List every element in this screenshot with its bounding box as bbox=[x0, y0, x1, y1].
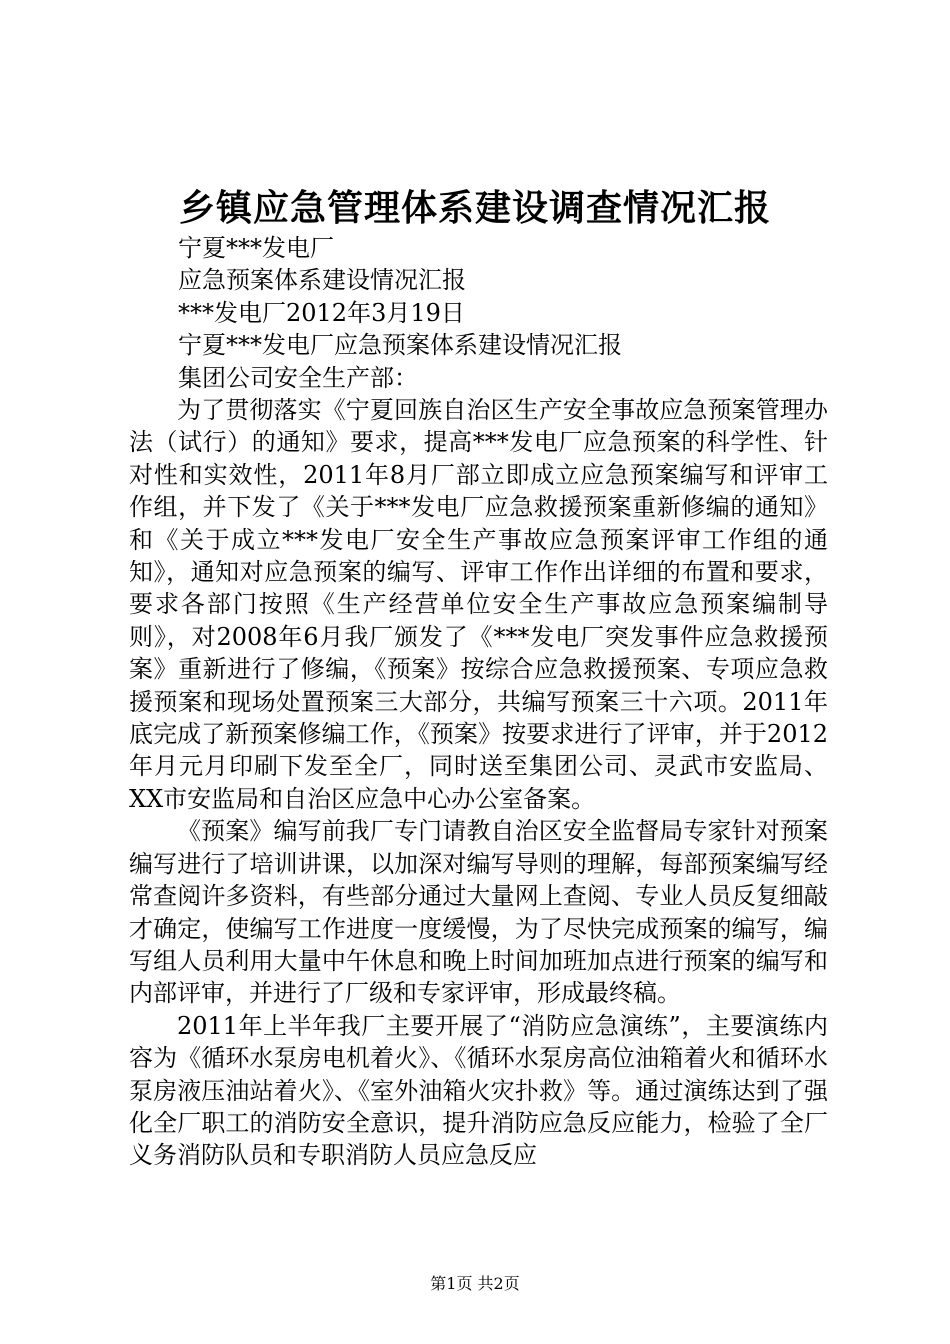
document-title: 乡镇应急管理体系建设调查情况汇报 bbox=[178, 187, 771, 229]
body-paragraph-1: 为了贯彻落实《宁夏回族自治区生产安全事故应急预案管理办法（试行）的通知》要求，提高***发电厂应急预案的科学性、针对性和实效性，2011年8月厂部立即成立应急预案编写和评审工作组，并下发了《关于***发电厂应急救援预案重新修编的通知》和《关于成立***发电厂安全生产事故应急预案评审工作组的通知》，通知对应急预案的编写、评审工作作出详细的布置和要求，要求各部门按照《生产经营单位安全生产事故应急预案编制导则》，对2008年6月我厂颁发了《***发电厂突发事件应急救援预案》重新进行了修编，《预案》按综合应急救援预案、专项应急救援预案和现场处置预案三大部分，共编写预案三十六项。2011年底完成了新预案修编工作，《预案》按要求进行了评审，并于2012年月元月印刷下发至全厂，同时送至集团公司、灵武市安监局、XX市安监局和自治区应急中心办公室备案。 bbox=[129, 396, 828, 813]
header-line-organization: 宁夏***发电厂 bbox=[178, 234, 334, 262]
document-header-block bbox=[178, 232, 838, 394]
header-line-recipient: 集团公司安全生产部： bbox=[178, 363, 418, 392]
header-line-date: ***发电厂2012年3月19日 bbox=[178, 298, 465, 327]
document-body bbox=[129, 394, 828, 1172]
header-line-report-name: 应急预案体系建设情况汇报 bbox=[178, 266, 466, 295]
body-paragraph-2: 《预案》编写前我厂专门请教自治区安全监督局专家针对预案编写进行了培训讲课，以加深对编写导则的理解，每部预案编写经常查阅许多资料，有些部分通过大量网上查阅、专业人员反复细敲才确定，使编写工作进度一度缓慢，为了尽快完成预案的编写，编写组人员利用大量中午休息和晚上时间加班加点进行预案的编写和内部评审，并进行了厂级和专家评审，形成最终稿。 bbox=[129, 817, 828, 1008]
header-line-report-title: 宁夏***发电厂应急预案体系建设情况汇报 bbox=[178, 331, 622, 360]
page-number-footer: 第1页 共2页 bbox=[430, 1274, 520, 1293]
body-paragraph-3: 2011年上半年我厂主要开展了“消防应急演练”，主要演练内容为《循环水泵房电机着火》、《循环水泵房高位油箱着火和循环水泵房液压油站着火》、《室外油箱火灾扑救》等。通过演练达到了强化全厂职工的消防安全意识，提升消防应急反应能力，检验了全厂义务消防队员和专职消防人员应急反应 bbox=[129, 1011, 828, 1170]
